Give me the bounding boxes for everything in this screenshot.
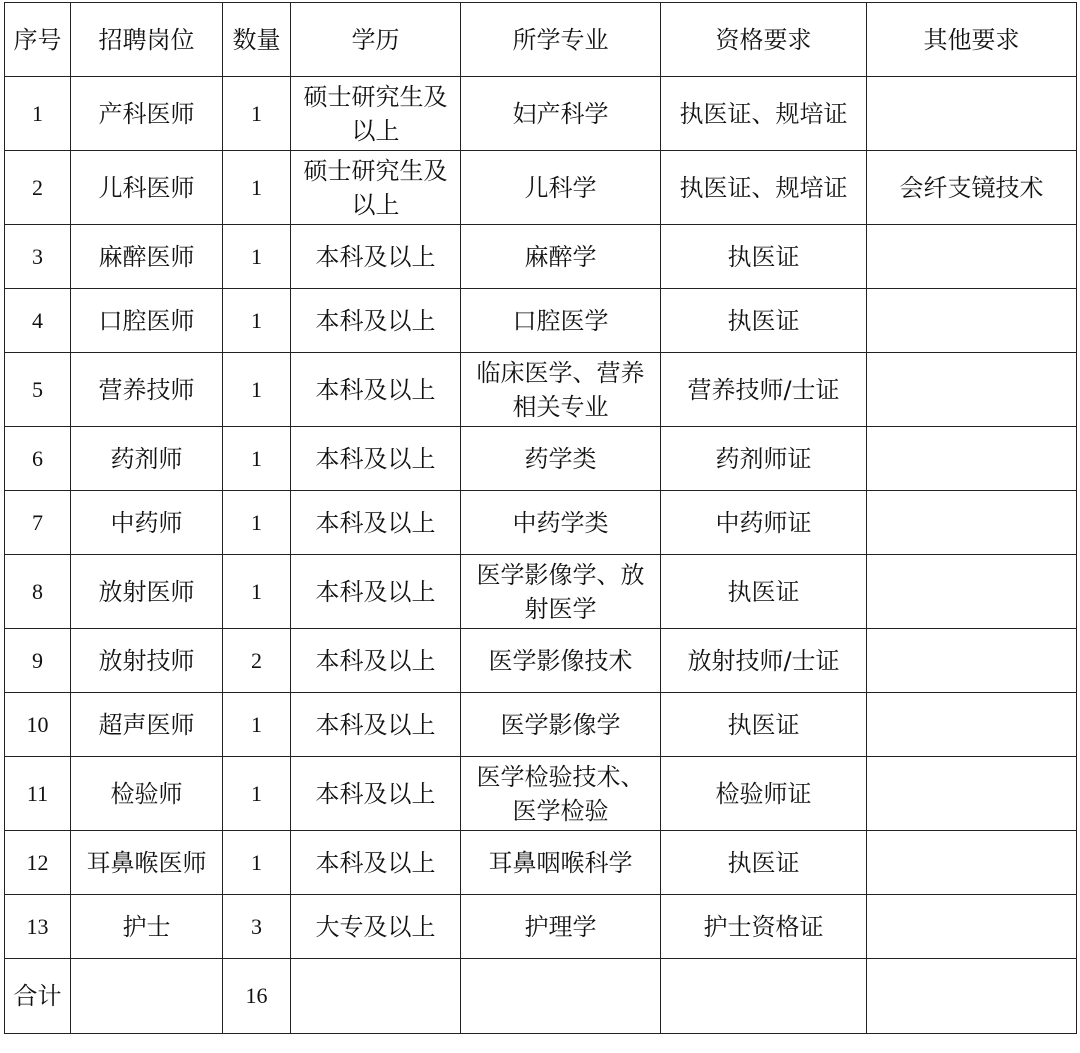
header-position: 招聘岗位 bbox=[71, 3, 223, 77]
cell-major: 医学影像学、放射医学 bbox=[461, 555, 661, 629]
table-row bbox=[5, 895, 1077, 959]
cell-position: 中药师 bbox=[71, 491, 223, 555]
cell-major: 耳鼻咽喉科学 bbox=[461, 831, 661, 895]
table-row bbox=[5, 491, 1077, 555]
cell-count: 1 bbox=[223, 491, 291, 555]
cell-other bbox=[867, 757, 1077, 831]
cell-position: 口腔医师 bbox=[71, 289, 223, 353]
cell-major: 护理学 bbox=[461, 895, 661, 959]
cell-qualification: 营养技师/士证 bbox=[661, 353, 867, 427]
cell-position: 检验师 bbox=[71, 757, 223, 831]
cell-count: 3 bbox=[223, 895, 291, 959]
cell-education: 本科及以上 bbox=[291, 693, 461, 757]
cell-major: 药学类 bbox=[461, 427, 661, 491]
cell-position: 产科医师 bbox=[71, 77, 223, 151]
total-cell bbox=[291, 959, 461, 1034]
table-row bbox=[5, 555, 1077, 629]
cell-qualification: 执医证 bbox=[661, 289, 867, 353]
cell-major: 医学检验技术、医学检验 bbox=[461, 757, 661, 831]
table-row bbox=[5, 77, 1077, 151]
cell-qualification: 执医证、规培证 bbox=[661, 151, 867, 225]
total-label: 合计 bbox=[5, 959, 71, 1034]
cell-count: 1 bbox=[223, 289, 291, 353]
cell-qualification: 执医证 bbox=[661, 693, 867, 757]
table-row bbox=[5, 151, 1077, 225]
table-row bbox=[5, 757, 1077, 831]
cell-index: 9 bbox=[5, 629, 71, 693]
cell-education: 本科及以上 bbox=[291, 353, 461, 427]
total-cell bbox=[461, 959, 661, 1034]
cell-education: 本科及以上 bbox=[291, 289, 461, 353]
cell-count: 1 bbox=[223, 831, 291, 895]
cell-other bbox=[867, 491, 1077, 555]
table-row bbox=[5, 225, 1077, 289]
cell-count: 1 bbox=[223, 353, 291, 427]
total-cell bbox=[661, 959, 867, 1034]
cell-count: 1 bbox=[223, 225, 291, 289]
cell-index: 1 bbox=[5, 77, 71, 151]
cell-count: 1 bbox=[223, 151, 291, 225]
cell-other bbox=[867, 895, 1077, 959]
cell-other bbox=[867, 629, 1077, 693]
cell-qualification: 执医证 bbox=[661, 831, 867, 895]
cell-qualification: 执医证 bbox=[661, 555, 867, 629]
cell-position: 营养技师 bbox=[71, 353, 223, 427]
cell-position: 放射医师 bbox=[71, 555, 223, 629]
cell-other bbox=[867, 427, 1077, 491]
total-cell bbox=[71, 959, 223, 1034]
table-row bbox=[5, 353, 1077, 427]
cell-index: 13 bbox=[5, 895, 71, 959]
total-cell bbox=[867, 959, 1077, 1034]
header-education: 学历 bbox=[291, 3, 461, 77]
cell-major: 妇产科学 bbox=[461, 77, 661, 151]
cell-qualification: 中药师证 bbox=[661, 491, 867, 555]
cell-count: 1 bbox=[223, 427, 291, 491]
cell-education: 大专及以上 bbox=[291, 895, 461, 959]
cell-index: 12 bbox=[5, 831, 71, 895]
cell-other bbox=[867, 77, 1077, 151]
recruitment-table bbox=[4, 2, 1077, 1034]
cell-index: 4 bbox=[5, 289, 71, 353]
cell-position: 超声医师 bbox=[71, 693, 223, 757]
cell-education: 硕士研究生及以上 bbox=[291, 151, 461, 225]
table-row bbox=[5, 831, 1077, 895]
cell-count: 1 bbox=[223, 757, 291, 831]
cell-education: 硕士研究生及以上 bbox=[291, 77, 461, 151]
table-row bbox=[5, 289, 1077, 353]
cell-position: 儿科医师 bbox=[71, 151, 223, 225]
cell-other bbox=[867, 693, 1077, 757]
cell-index: 2 bbox=[5, 151, 71, 225]
cell-count: 1 bbox=[223, 693, 291, 757]
header-qualification: 资格要求 bbox=[661, 3, 867, 77]
header-count: 数量 bbox=[223, 3, 291, 77]
cell-index: 3 bbox=[5, 225, 71, 289]
cell-major: 医学影像技术 bbox=[461, 629, 661, 693]
total-count: 16 bbox=[223, 959, 291, 1034]
cell-qualification: 检验师证 bbox=[661, 757, 867, 831]
cell-index: 10 bbox=[5, 693, 71, 757]
cell-qualification: 执医证 bbox=[661, 225, 867, 289]
cell-major: 口腔医学 bbox=[461, 289, 661, 353]
cell-other bbox=[867, 289, 1077, 353]
cell-position: 护士 bbox=[71, 895, 223, 959]
cell-index: 8 bbox=[5, 555, 71, 629]
cell-qualification: 护士资格证 bbox=[661, 895, 867, 959]
cell-count: 2 bbox=[223, 629, 291, 693]
cell-count: 1 bbox=[223, 555, 291, 629]
cell-major: 中药学类 bbox=[461, 491, 661, 555]
cell-position: 放射技师 bbox=[71, 629, 223, 693]
cell-position: 耳鼻喉医师 bbox=[71, 831, 223, 895]
cell-position: 麻醉医师 bbox=[71, 225, 223, 289]
cell-index: 7 bbox=[5, 491, 71, 555]
header-row bbox=[5, 3, 1077, 77]
cell-major: 儿科学 bbox=[461, 151, 661, 225]
table-row bbox=[5, 427, 1077, 491]
cell-other bbox=[867, 555, 1077, 629]
cell-other: 会纤支镜技术 bbox=[867, 151, 1077, 225]
header-index: 序号 bbox=[5, 3, 71, 77]
table-row bbox=[5, 629, 1077, 693]
table-row bbox=[5, 693, 1077, 757]
header-major: 所学专业 bbox=[461, 3, 661, 77]
cell-other bbox=[867, 831, 1077, 895]
cell-index: 5 bbox=[5, 353, 71, 427]
cell-education: 本科及以上 bbox=[291, 757, 461, 831]
cell-other bbox=[867, 353, 1077, 427]
cell-major: 医学影像学 bbox=[461, 693, 661, 757]
cell-index: 6 bbox=[5, 427, 71, 491]
cell-qualification: 执医证、规培证 bbox=[661, 77, 867, 151]
total-row bbox=[5, 959, 1077, 1034]
header-other: 其他要求 bbox=[867, 3, 1077, 77]
cell-other bbox=[867, 225, 1077, 289]
cell-count: 1 bbox=[223, 77, 291, 151]
cell-education: 本科及以上 bbox=[291, 555, 461, 629]
cell-education: 本科及以上 bbox=[291, 831, 461, 895]
cell-education: 本科及以上 bbox=[291, 427, 461, 491]
cell-qualification: 放射技师/士证 bbox=[661, 629, 867, 693]
cell-qualification: 药剂师证 bbox=[661, 427, 867, 491]
cell-position: 药剂师 bbox=[71, 427, 223, 491]
cell-major: 临床医学、营养相关专业 bbox=[461, 353, 661, 427]
cell-major: 麻醉学 bbox=[461, 225, 661, 289]
cell-education: 本科及以上 bbox=[291, 225, 461, 289]
cell-education: 本科及以上 bbox=[291, 491, 461, 555]
cell-education: 本科及以上 bbox=[291, 629, 461, 693]
cell-index: 11 bbox=[5, 757, 71, 831]
